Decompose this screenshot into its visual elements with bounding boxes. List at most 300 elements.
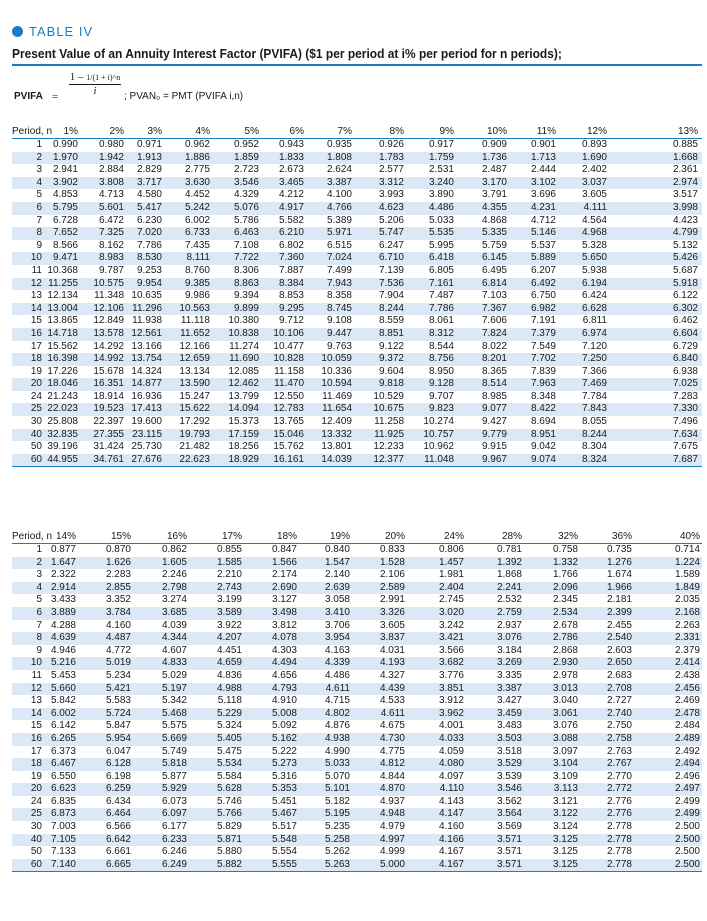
factor-cell: 10.675	[373, 403, 404, 415]
factor-cell: 2.690	[271, 581, 297, 593]
factor-cell: 5.554	[271, 846, 297, 858]
factor-cell: 15.046	[273, 428, 304, 440]
factor-cell: 10.477	[273, 340, 304, 352]
factor-cell: 3.058	[324, 594, 350, 606]
factor-cell: 9.108	[326, 315, 352, 327]
factor-cell: 7.634	[672, 428, 698, 440]
factor-cell: 9.712	[278, 315, 304, 327]
factor-cell: 7.025	[672, 378, 698, 390]
factor-cell: 1.674	[606, 569, 632, 581]
factor-cell: 5.019	[105, 657, 131, 669]
period-cell: 9	[36, 644, 42, 656]
factor-cell: 4.580	[136, 189, 162, 201]
factor-cell: 4.533	[379, 695, 405, 707]
factor-cell: 4.659	[216, 657, 242, 669]
table-row	[12, 557, 702, 570]
factor-cell: 5.206	[378, 214, 404, 226]
factor-cell: 6.472	[98, 214, 124, 226]
period-cell: 5	[36, 594, 42, 606]
factor-cell: 4.167	[438, 846, 464, 858]
factor-cell: 9.427	[481, 416, 507, 428]
factor-cell: 5.234	[105, 669, 131, 681]
factor-cell: 7.103	[481, 290, 507, 302]
factor-cell: 2.210	[216, 569, 242, 581]
factor-cell: 5.146	[530, 227, 556, 239]
factor-cell: 4.111	[583, 201, 607, 213]
factor-cell: 6.249	[161, 858, 187, 870]
factor-cell: 6.464	[105, 808, 131, 820]
factor-cell: 5.759	[481, 239, 507, 251]
factor-cell: 4.423	[672, 214, 698, 226]
factor-cell: 7.024	[326, 252, 352, 264]
factor-cell: 3.539	[496, 770, 522, 782]
table-section-1	[12, 125, 702, 467]
factor-cell: 2.678	[552, 619, 578, 631]
factor-cell: 10.563	[179, 302, 210, 314]
factor-cell: 6.873	[50, 808, 76, 820]
factor-cell: 5.335	[481, 227, 507, 239]
factor-cell: 4.853	[52, 189, 78, 201]
factor-cell: 2.778	[606, 846, 632, 858]
factor-cell: 6.230	[136, 214, 162, 226]
factor-cell: 3.125	[552, 846, 578, 858]
factor-cell: 21.243	[47, 390, 78, 402]
factor-cell: 5.687	[672, 264, 698, 276]
factor-cell: 5.882	[216, 858, 242, 870]
factor-cell: 4.948	[379, 808, 405, 820]
factor-cell: 2.499	[674, 795, 700, 807]
factor-cell: 11.118	[180, 315, 210, 327]
factor-cell: 2.978	[552, 669, 578, 681]
factor-cell: 4.001	[438, 720, 464, 732]
factor-cell: 13.865	[47, 315, 78, 327]
factor-cell: 7.904	[378, 290, 404, 302]
factor-cell: 3.013	[552, 682, 578, 694]
factor-cell: 4.327	[379, 669, 405, 681]
factor-cell: 3.890	[428, 189, 454, 201]
period-cell: 16	[30, 732, 42, 744]
factor-cell: 2.589	[379, 581, 405, 593]
factor-cell: 2.404	[438, 581, 464, 593]
period-cell: 10	[30, 252, 42, 264]
factor-cell: 10.962	[423, 441, 454, 453]
factor-cell: 5.453	[50, 669, 76, 681]
factor-cell: 12.134	[47, 290, 78, 302]
factor-cell: 2.484	[674, 720, 700, 732]
factor-cell: 3.569	[496, 821, 522, 833]
factor-cell: 7.499	[326, 264, 352, 276]
factor-cell: 2.775	[184, 164, 210, 176]
factor-cell: 0.870	[105, 544, 131, 555]
factor-cell: 5.033	[324, 758, 350, 770]
factor-cell: 4.344	[161, 632, 187, 644]
table-row	[12, 746, 702, 759]
factor-cell: 4.937	[379, 795, 405, 807]
factor-cell: 3.529	[496, 758, 522, 770]
formula-equals: =	[52, 91, 59, 103]
factor-cell: 7.786	[428, 302, 454, 314]
factor-cell: 12.166	[179, 340, 210, 352]
factor-cell: 4.080	[438, 758, 464, 770]
factor-cell: 6.710	[378, 252, 404, 264]
factor-cell: 1.690	[581, 151, 607, 163]
factor-cell: 4.766	[326, 201, 352, 213]
factor-cell: 5.222	[271, 745, 297, 757]
factor-cell: 13.590	[179, 378, 210, 390]
factor-cell: 2.246	[161, 569, 187, 581]
table-row	[12, 278, 702, 291]
period-cell: 11	[31, 669, 42, 681]
factor-cell: 6.802	[278, 239, 304, 251]
factor-cell: 11.925	[374, 428, 404, 440]
factor-cell: 4.110	[439, 783, 464, 795]
factor-cell: 2.974	[672, 176, 698, 188]
factor-cell: 1.224	[674, 556, 700, 568]
factor-cell: 14.039	[321, 453, 352, 465]
table-row	[12, 328, 702, 341]
factor-cell: 6.128	[105, 758, 131, 770]
factor-cell: 4.339	[324, 657, 350, 669]
factor-cell: 3.571	[496, 846, 522, 858]
factor-cell: 16.161	[273, 453, 304, 465]
table-row	[12, 189, 702, 202]
factor-cell: 12.233	[373, 441, 404, 453]
table-row	[12, 720, 702, 733]
factor-cell: 4.033	[438, 732, 464, 744]
factor-cell: 3.954	[324, 632, 350, 644]
period-cell: 50	[30, 846, 42, 858]
bullet-icon	[12, 26, 23, 37]
factor-cell: 2.778	[606, 833, 632, 845]
factor-cell: 14.324	[131, 365, 162, 377]
rate-header: 8%	[389, 126, 404, 137]
factor-cell: 27.355	[93, 428, 124, 440]
factor-cell: 4.833	[161, 657, 187, 669]
factor-cell: 7.366	[581, 365, 607, 377]
factor-cell: 4.167	[438, 858, 464, 870]
factor-cell: 5.601	[98, 201, 124, 213]
factor-cell: 3.564	[496, 808, 522, 820]
factor-cell: 5.328	[581, 239, 607, 251]
table-section-2	[12, 530, 702, 872]
factor-cell: 0.877	[50, 544, 76, 555]
table-row	[12, 620, 702, 633]
factor-cell: 8.162	[98, 239, 124, 251]
factor-cell: 11.274	[229, 340, 259, 352]
factor-cell: 13.765	[273, 416, 304, 428]
factor-cell: 15.562	[47, 340, 78, 352]
factor-cell: 6.463	[233, 227, 259, 239]
table-row	[12, 733, 702, 746]
period-cell: 19	[30, 770, 42, 782]
factor-cell: 6.259	[105, 783, 131, 795]
factor-cell: 10.575	[93, 277, 124, 289]
factor-cell: 6.122	[672, 290, 698, 302]
factor-cell: 3.387	[496, 682, 522, 694]
factor-cell: 4.611	[380, 707, 405, 719]
factor-cell: 12.462	[228, 378, 259, 390]
period-cell: 30	[30, 821, 42, 833]
factor-cell: 44.955	[47, 453, 78, 465]
factor-cell: 4.793	[271, 682, 297, 694]
factor-cell: 15.247	[179, 390, 210, 402]
factor-cell: 5.216	[50, 657, 76, 669]
factor-cell: 1.457	[438, 556, 464, 568]
factor-cell: 13.332	[321, 428, 352, 440]
factor-cell: 7.487	[428, 290, 454, 302]
factor-cell: 22.397	[93, 416, 124, 428]
factor-cell: 13.166	[131, 340, 162, 352]
factor-cell: 2.740	[606, 707, 632, 719]
factor-cell: 2.455	[606, 619, 632, 631]
factor-cell: 15.622	[179, 403, 210, 415]
factor-cell: 1.981	[438, 569, 464, 581]
factor-cell: 4.775	[379, 745, 405, 757]
factor-cell: 12.550	[273, 390, 304, 402]
factor-cell: 3.682	[438, 657, 464, 669]
factor-cell: 9.707	[428, 390, 454, 402]
period-cell: 30	[30, 416, 42, 428]
factor-cell: 4.639	[50, 632, 76, 644]
factor-cell: 4.160	[105, 619, 131, 631]
period-cell: 19	[30, 365, 42, 377]
factor-cell: 6.207	[530, 264, 556, 276]
factor-cell: 5.749	[161, 745, 187, 757]
rate-header: 12%	[586, 126, 607, 137]
factor-cell: 9.042	[530, 441, 556, 453]
rate-header: 5%	[244, 126, 259, 137]
factor-cell: 6.665	[105, 858, 131, 870]
factor-cell: 7.140	[50, 858, 76, 870]
factor-cell: 12.377	[373, 453, 404, 465]
factor-cell: 6.002	[184, 214, 210, 226]
factor-cell: 1.759	[428, 151, 454, 163]
title-rule	[12, 64, 702, 66]
factor-cell: 6.142	[50, 720, 76, 732]
factor-cell: 9.915	[481, 441, 507, 453]
factor-cell: 4.059	[438, 745, 464, 757]
factor-cell: 8.358	[326, 290, 352, 302]
factor-cell: 5.877	[161, 770, 187, 782]
factor-cell: 7.139	[378, 264, 404, 276]
factor-cell: 2.624	[326, 164, 352, 176]
factor-cell: 3.998	[672, 201, 698, 213]
factor-cell: 5.467	[271, 808, 297, 820]
factor-cell: 1.868	[496, 569, 522, 581]
table-header	[12, 24, 93, 39]
table-row	[12, 846, 702, 859]
factor-cell: 18.256	[228, 441, 259, 453]
period-cell: 14	[30, 707, 42, 719]
table-row	[12, 783, 702, 796]
factor-cell: 6.418	[428, 252, 454, 264]
factor-cell: 2.496	[674, 770, 700, 782]
factor-cell: 5.162	[271, 732, 297, 744]
rate-header: 11%	[536, 126, 556, 137]
factor-cell: 5.954	[105, 732, 131, 744]
factor-cell: 2.673	[278, 164, 304, 176]
factor-cell: 4.656	[271, 669, 297, 681]
factor-cell: 8.950	[428, 365, 454, 377]
factor-cell: 2.283	[105, 569, 131, 581]
factor-cell: 15.762	[273, 441, 304, 453]
factor-cell: 17.292	[179, 416, 210, 428]
factor-cell: 2.639	[324, 581, 350, 593]
factor-cell: 7.435	[184, 239, 210, 251]
factor-cell: 8.348	[530, 390, 556, 402]
factor-cell: 6.097	[161, 808, 187, 820]
factor-cell: 6.835	[50, 795, 76, 807]
rate-header: 13%	[677, 126, 698, 137]
factor-cell: 9.471	[52, 252, 78, 264]
factor-cell: 4.938	[324, 732, 350, 744]
formula-denominator: i	[93, 85, 97, 97]
factor-cell: 25.808	[47, 416, 78, 428]
formula-fraction	[69, 71, 121, 97]
period-header: Period, n	[12, 126, 53, 137]
rate-header: 19%	[329, 531, 350, 542]
factor-cell: 5.029	[161, 669, 187, 681]
factor-cell: 4.812	[379, 758, 405, 770]
factor-cell: 6.462	[672, 315, 698, 327]
factor-cell: 3.269	[496, 657, 522, 669]
factor-cell: 4.997	[379, 833, 405, 845]
factor-cell: 4.917	[278, 201, 304, 213]
factor-cell: 7.606	[481, 315, 507, 327]
factor-cell: 4.675	[379, 720, 405, 732]
factor-cell: 14.718	[47, 327, 78, 339]
factor-cell: 8.061	[428, 315, 454, 327]
factor-cell: 9.779	[481, 428, 507, 440]
factor-cell: 4.946	[50, 644, 76, 656]
table-row	[12, 657, 702, 670]
factor-cell: 7.722	[233, 252, 259, 264]
factor-cell: 3.113	[553, 783, 578, 795]
table-row	[12, 758, 702, 771]
factor-cell: 3.546	[233, 176, 259, 188]
period-cell: 60	[30, 453, 42, 465]
factor-cell: 1.913	[136, 151, 162, 163]
factor-cell: 9.967	[481, 453, 507, 465]
table-1-header-row	[12, 125, 702, 139]
factor-cell: 9.372	[378, 353, 404, 365]
factor-cell: 4.031	[379, 644, 405, 656]
factor-cell: 5.766	[216, 808, 242, 820]
table-row	[12, 164, 702, 177]
factor-cell: 32.835	[47, 428, 78, 440]
factor-cell: 0.893	[581, 139, 607, 150]
factor-cell: 6.002	[50, 707, 76, 719]
period-cell: 8	[36, 632, 42, 644]
factor-cell: 13.799	[228, 390, 259, 402]
factor-cell: 5.795	[52, 201, 78, 213]
rate-header: 28%	[501, 531, 522, 542]
factor-cell: 7.325	[98, 227, 124, 239]
factor-cell: 2.322	[50, 569, 76, 581]
factor-cell: 5.262	[324, 846, 350, 858]
factor-cell: 18.914	[93, 390, 124, 402]
factor-cell: 4.836	[216, 669, 242, 681]
factor-cell: 8.514	[481, 378, 507, 390]
factor-cell: 3.503	[496, 732, 522, 744]
factor-cell: 3.088	[552, 732, 578, 744]
factor-cell: 0.833	[379, 544, 405, 555]
formula-numerator-frac: 1/(1 + i)^n	[86, 73, 121, 82]
factor-cell: 5.118	[217, 695, 242, 707]
factor-cell: 5.421	[105, 682, 131, 694]
factor-cell: 8.312	[428, 327, 454, 339]
factor-cell: 6.515	[326, 239, 352, 251]
factor-cell: 11.048	[424, 453, 454, 465]
factor-cell: 14.992	[93, 353, 124, 365]
table-row	[12, 607, 702, 620]
table-row	[12, 834, 702, 847]
factor-cell: 4.452	[184, 189, 210, 201]
period-cell: 20	[30, 783, 42, 795]
factor-cell: 6.073	[161, 795, 187, 807]
factor-cell: 4.999	[379, 846, 405, 858]
factor-cell: 7.108	[233, 239, 259, 251]
table-row	[12, 645, 702, 658]
factor-cell: 1.783	[378, 151, 404, 163]
factor-cell: 2.140	[324, 569, 350, 581]
factor-cell: 2.499	[674, 808, 700, 820]
factor-cell: 1.566	[271, 556, 297, 568]
factor-cell: 1.585	[216, 556, 242, 568]
factor-cell: 11.652	[180, 327, 210, 339]
table-row	[12, 771, 702, 784]
factor-cell: 3.312	[378, 176, 404, 188]
factor-cell: 7.496	[672, 416, 698, 428]
factor-cell: 4.487	[105, 632, 131, 644]
factor-cell: 5.258	[324, 833, 350, 845]
factor-cell: 5.583	[105, 695, 131, 707]
factor-cell: 14.292	[93, 340, 124, 352]
factor-cell: 10.059	[321, 353, 352, 365]
period-cell: 25	[30, 403, 42, 415]
factor-cell: 10.594	[321, 378, 352, 390]
factor-cell: 0.971	[136, 139, 162, 150]
factor-cell: 1.736	[481, 151, 507, 163]
factor-cell: 2.402	[581, 164, 607, 176]
factor-cell: 5.353	[271, 783, 297, 795]
factor-cell: 4.876	[324, 720, 350, 732]
factor-cell: 3.387	[326, 176, 352, 188]
period-cell: 18	[30, 758, 42, 770]
factor-cell: 0.990	[52, 139, 78, 150]
factor-cell: 0.840	[324, 544, 350, 555]
factor-cell: 5.995	[428, 239, 454, 251]
factor-cell: 8.422	[530, 403, 556, 415]
factor-cell: 3.104	[552, 758, 578, 770]
factor-cell: 5.197	[161, 682, 187, 694]
factor-cell: 6.642	[105, 833, 131, 845]
factor-cell: 3.912	[438, 695, 464, 707]
factor-cell: 2.534	[552, 606, 578, 618]
period-cell: 25	[30, 808, 42, 820]
factor-cell: 2.096	[552, 581, 578, 593]
period-cell: 4	[36, 176, 42, 188]
period-header: Period, n	[12, 531, 53, 542]
factor-cell: 9.787	[98, 264, 124, 276]
factor-cell: 2.778	[606, 858, 632, 870]
factor-cell: 0.943	[278, 139, 304, 150]
period-cell: 7	[36, 619, 42, 631]
factor-cell: 0.980	[98, 139, 124, 150]
factor-cell: 16.351	[93, 378, 124, 390]
period-cell: 2	[36, 151, 42, 163]
factor-cell: 2.181	[606, 594, 632, 606]
